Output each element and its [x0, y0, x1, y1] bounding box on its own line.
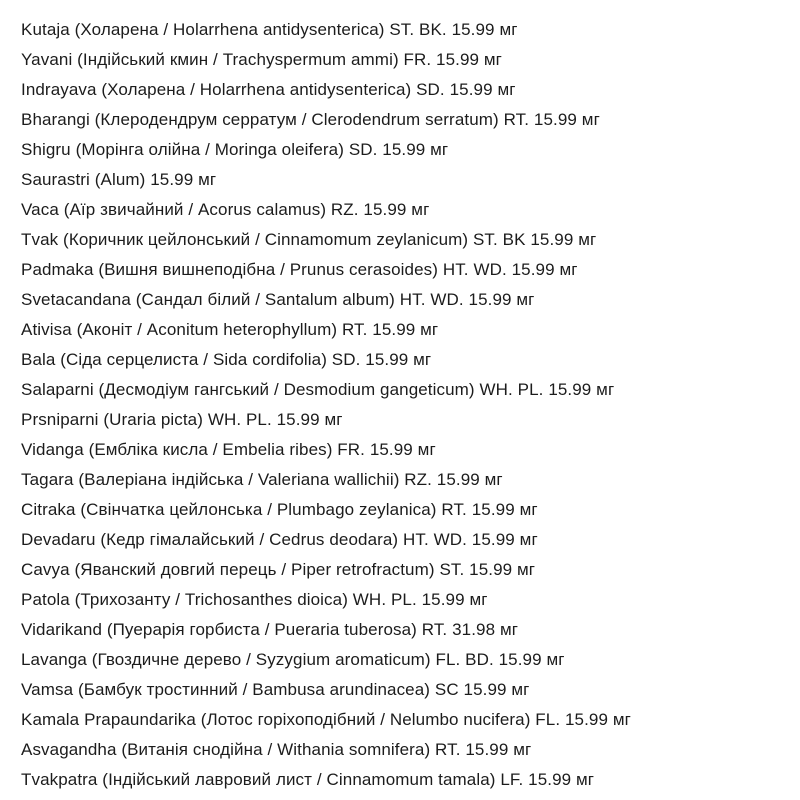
ingredient-line: Citraka (Свінчатка цейлонська / Plumbago zeylanica) RT. 15.99 мг [21, 500, 538, 519]
ingredient-line: Asvagandha (Витанія снодійна / Withania somnifera) RT. 15.99 мг [21, 740, 532, 759]
ingredient-line: Saurastri (Alum) 15.99 мг [21, 170, 217, 189]
ingredient-line: Tvakpatra (Індійський лавровий лист / Cinnamomum tamala) LF. 15.99 мг [21, 770, 595, 789]
ingredient-line: Kutaja (Холарена / Holarrhena antidysenterica) ST. BK. 15.99 мг [21, 20, 518, 39]
ingredient-line: Lavanga (Гвоздичне дерево / Syzygium aromaticum) FL. BD. 15.99 мг [21, 650, 565, 669]
ingredient-line: Devadaru (Кедр гімалайський / Cedrus deodara) HT. WD. 15.99 мг [21, 530, 538, 549]
ingredient-line: Indrayava (Холарена / Holarrhena antidysenterica) SD. 15.99 мг [21, 80, 516, 99]
ingredient-line: Salaparni (Десмодіум гангський / Desmodium gangeticum) WH. PL. 15.99 мг [21, 380, 615, 399]
ingredient-line: Vidanga (Ембліка кисла / Embelia ribes) FR. 15.99 мг [21, 440, 436, 459]
ingredient-line: Shigru (Морінга олійна / Moringa oleifera) SD. 15.99 мг [21, 140, 449, 159]
ingredient-line: Ativisa (Аконіт / Aconitum heterophyllum) RT. 15.99 мг [21, 320, 439, 339]
ingredient-line: Cavya (Яванский довгий перець / Piper retrofractum) ST. 15.99 мг [21, 560, 536, 579]
ingredient-line: Bharangi (Клеродендрум серратум / Clerodendrum serratum) RT. 15.99 мг [21, 110, 600, 129]
ingredient-line: Tagara (Валеріана індійська / Valeriana wallichii) RZ. 15.99 мг [21, 470, 503, 489]
ingredient-line: Vaca (Аїр звичайний / Acorus calamus) RZ. 15.99 мг [21, 200, 430, 219]
ingredient-line: Prsniparni (Uraria picta) WH. PL. 15.99 мг [21, 410, 343, 429]
ingredient-line: Yavani (Індійський кмин / Trachyspermum ammi) FR. 15.99 мг [21, 50, 502, 69]
ingredient-line: Bala (Сіда серцелиста / Sida cordifolia) SD. 15.99 мг [21, 350, 432, 369]
ingredient-line: Kamala Prapaundarika (Лотос горіхоподібний / Nelumbo nucifera) FL. 15.99 мг [21, 710, 631, 729]
ingredient-line: Padmaka (Вишня вишнеподібна / Prunus cerasoides) HT. WD. 15.99 мг [21, 260, 578, 279]
ingredient-line: Vamsa (Бамбук тростинний / Bambusa arundinacea) SC 15.99 мг [21, 680, 530, 699]
ingredient-line: Vidarikand (Пуерарія горбиста / Pueraria tuberosa) RT. 31.98 мг [21, 620, 519, 639]
ingredient-line: Patola (Трихозанту / Trichosanthes dioica) WH. PL. 15.99 мг [21, 590, 488, 609]
ingredient-line: Tvak (Коричник цейлонський / Cinnamomum zeylanicum) ST. BK 15.99 мг [21, 230, 597, 249]
ingredient-line: Svetacandana (Сандал білий / Santalum album) HT. WD. 15.99 мг [21, 290, 535, 309]
